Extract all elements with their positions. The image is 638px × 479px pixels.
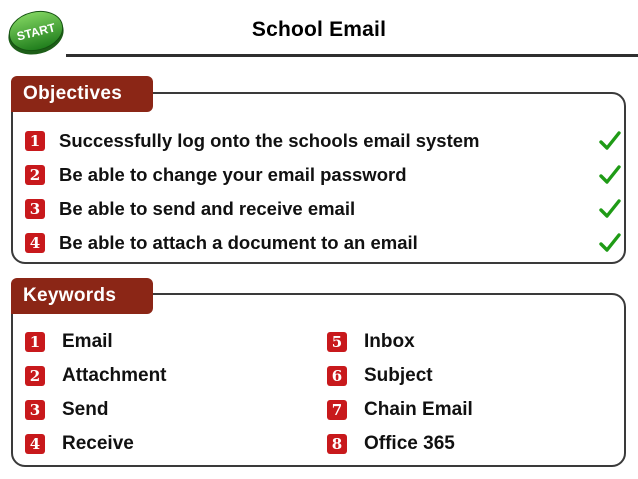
objective-item <box>25 192 623 226</box>
number-badge: 3 <box>25 199 45 219</box>
objectives-list <box>25 124 623 260</box>
number-badge: 1 <box>25 332 45 352</box>
page-title: School Email <box>251 18 387 41</box>
objective-item <box>25 124 623 158</box>
objective-text: Be able to attach a document to an email <box>59 232 418 253</box>
objective-item <box>25 158 623 192</box>
number-badge: 2 <box>25 165 45 185</box>
check-icon <box>599 198 621 220</box>
keyword-text: Inbox <box>364 331 415 352</box>
keyword-text: Subject <box>364 365 433 386</box>
keyword-item <box>25 325 315 359</box>
keyword-item <box>25 427 315 461</box>
keyword-text: Receive <box>62 433 134 454</box>
keyword-item <box>25 393 315 427</box>
check-icon <box>599 130 621 152</box>
objective-text: Be able to send and receive email <box>59 198 356 219</box>
title-divider <box>66 54 638 57</box>
keyword-item <box>25 359 315 393</box>
number-badge: 5 <box>327 332 347 352</box>
keyword-item <box>327 427 617 461</box>
number-badge: 4 <box>25 434 45 454</box>
number-badge: 6 <box>327 366 347 386</box>
keywords-column-left <box>25 325 315 461</box>
objective-text: Be able to change your email password <box>59 164 407 185</box>
objective-text: Successfully log onto the schools email system <box>59 130 480 151</box>
number-badge: 4 <box>25 233 45 253</box>
number-badge: 8 <box>327 434 347 454</box>
keywords-heading: Keywords <box>11 278 153 314</box>
keyword-text: Chain Email <box>364 399 473 420</box>
keyword-text: Attachment <box>62 365 167 386</box>
keyword-item <box>327 393 617 427</box>
keywords-column-right <box>327 325 617 461</box>
badge-label: START <box>15 20 57 44</box>
keyword-item <box>327 359 617 393</box>
number-badge: 7 <box>327 400 347 420</box>
objective-item <box>25 226 623 260</box>
check-icon <box>599 164 621 186</box>
number-badge: 1 <box>25 131 45 151</box>
objectives-heading: Objectives <box>11 76 153 112</box>
keywords-panel <box>11 293 626 467</box>
number-badge: 2 <box>25 366 45 386</box>
keyword-text: Email <box>62 331 113 352</box>
check-icon <box>599 232 621 254</box>
objectives-panel <box>11 92 626 264</box>
keyword-text: Office 365 <box>364 433 455 454</box>
number-badge: 3 <box>25 400 45 420</box>
header <box>0 0 638 58</box>
keyword-text: Send <box>62 399 109 420</box>
keyword-item <box>327 325 617 359</box>
